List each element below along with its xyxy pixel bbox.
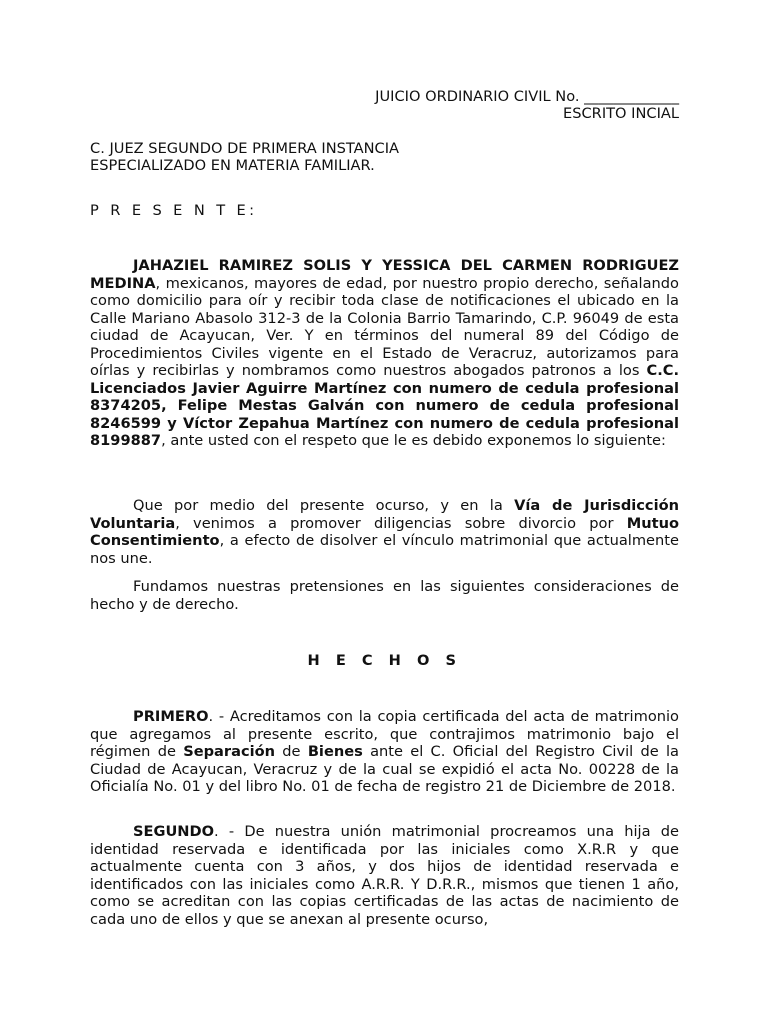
bienes-term: Bienes <box>307 743 363 760</box>
segundo-paragraph <box>90 823 679 928</box>
via-text-2: , venimos a promover diligencias sobre divorcio por <box>175 514 627 532</box>
primero-label: PRIMERO <box>133 708 209 725</box>
via-paragraph <box>90 497 679 567</box>
fundamos-paragraph: Fundamos nuestras pretensiones en las siguientes consideraciones de hecho y de derecho. <box>90 578 679 613</box>
via-text-3: , a efecto de disolver el vínculo matrimonial que actualmente nos une. <box>90 532 679 567</box>
document-subtitle: ESCRITO INCIAL <box>563 105 679 122</box>
presente-heading: P R E S E N T E: <box>90 202 258 219</box>
lawyers-names: C.C. Licenciados Javier Aguirre Martínez con numero de cedula profesional 8374205, Felipe Mestas Galván con numero de cedula profesional 8246599 y Víctor Zepahua Martínez con numero de cedula profesional 8199887 <box>90 362 679 449</box>
intro-text-1: , mexicanos, mayores de edad, por nuestro propio derecho, señalando como domicilio para oír y recibir toda clase de notificaciones el ubicado en la Calle Mariano Abasolo 312-3 de la Colonia Barrio Tamarindo, C.P. 96049 de esta ciudad de Acayucan, Ver. Y en términos del numeral 89 del Código de Procedimientos Civiles vigente en el Estado de Veracruz, autorizamos para oírlas y recibirlas y nombramos como nuestros abogados patronos a los <box>90 274 679 379</box>
intro-text-2: , ante usted con el respeto que le es debido exponemos lo siguiente: <box>161 432 666 449</box>
petitioner-names: JAHAZIEL RAMIREZ SOLIS Y YESSICA DEL CARMEN RODRIGUEZ MEDINA <box>90 257 679 292</box>
segundo-label: SEGUNDO <box>133 823 215 840</box>
mutuo-consentimiento: Mutuo Consentimiento <box>90 514 679 549</box>
segundo-text-1: . - De nuestra unión matrimonial procreamos una hija de identidad reservada e identificada por las iniciales como X.R.R y que actualmente cuenta con 3 años, y dos hijos de identidad reservada e identificados con las iniciales como A.R.R. Y D.R.R., mismos que tienen 1 año, como se acreditan con las copias certificadas de las actas de nacimiento de cada uno de ellos y que se anexan al presente ocurso, <box>90 823 679 928</box>
addressee-line-1: C. JUEZ SEGUNDO DE PRIMERA INSTANCIA <box>90 140 400 157</box>
primero-text-3: ante el C. Oficial del Registro Civil de la Ciudad de Acayucan, Veracruz y de la cual se expidió el acta No. 00228 de la Oficialía No. 01 y del libro No. 01 de fecha de registro 21 de Diciembre de 2018. <box>90 743 679 795</box>
separacion-term: Separación <box>183 743 276 760</box>
primero-text-1: . - Acreditamos con la copia certificada del acta de matrimonio que agregamos al presente escrito, que contrajimos matrimonio bajo el régimen de <box>90 708 679 760</box>
via-jurisdiccion: Vía de Jurisdicción Voluntaria <box>90 497 679 532</box>
addressee-line-2: ESPECIALIZADO EN MATERIA FAMILIAR. <box>90 157 375 174</box>
via-text-1: Que por medio del presente ocurso, y en la <box>133 497 515 514</box>
hechos-heading: H E C H O S <box>307 652 462 669</box>
intro-paragraph <box>90 257 679 450</box>
primero-paragraph <box>90 708 679 796</box>
primero-text-2: de <box>275 743 308 760</box>
case-number-line: JUICIO ORDINARIO CIVIL No. _____________ <box>375 88 679 105</box>
